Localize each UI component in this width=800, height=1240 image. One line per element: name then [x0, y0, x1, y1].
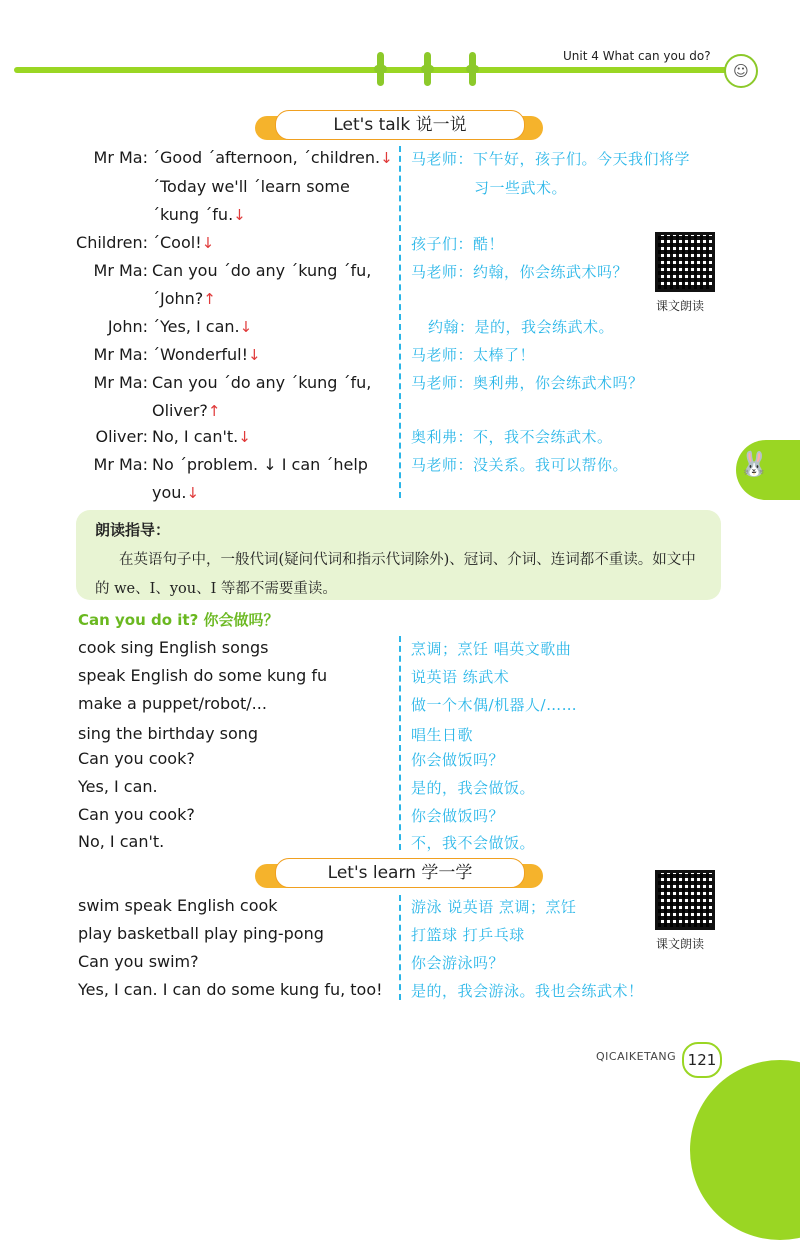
dialogue-line — [152, 345, 261, 364]
chinese-translation: 唱生日歌 — [411, 726, 474, 744]
chinese-translation: 你会游泳吗？ — [411, 954, 505, 972]
chinese-translation: 你会做饭吗？ — [411, 751, 505, 769]
dialogue-line — [152, 177, 350, 196]
dialogue-text: ˊGood ˊafternoon, ˊchildren. — [152, 148, 381, 167]
translation: 马老师：约翰，你会练武术吗？ — [411, 263, 629, 281]
qr-label: 课文朗读 — [656, 299, 705, 313]
reading-guide-title: 朗读指导： — [95, 521, 171, 539]
speaker-name: Mr Ma: — [93, 148, 148, 167]
chinese-translation: 是的，我会游泳。我也会练武术！ — [411, 982, 644, 1000]
dialogue-line — [152, 455, 368, 474]
intonation-arrow-icon: ↓ — [238, 428, 251, 446]
english-phrase: Can you cook? — [78, 805, 195, 824]
intonation-arrow-icon: ↓ — [380, 149, 393, 167]
can-you-heading: Can you do it? 你会做吗？ — [78, 611, 279, 629]
unit-title: Unit 4 What can you do? — [563, 49, 711, 63]
binder-ring-icon — [469, 52, 476, 86]
translation: 马老师：太棒了！ — [411, 346, 536, 364]
chinese-translation: 说英语 练武术 — [411, 668, 510, 686]
dialogue-text: ˊJohn? — [152, 289, 204, 308]
english-phrase: swim speak English cook — [78, 896, 278, 915]
english-phrase: Yes, I can. — [78, 777, 158, 796]
english-phrase: cook sing English songs — [78, 638, 269, 657]
dialogue-line — [152, 289, 216, 308]
english-phrase: speak English do some kung fu — [78, 666, 328, 685]
dialogue-line — [152, 261, 371, 280]
dialogue-text: you. — [152, 483, 187, 502]
dialogue-text: ˊToday we'll ˊlearn some — [152, 177, 350, 196]
speaker-name: John: — [107, 317, 148, 336]
corner-decoration — [690, 1060, 800, 1240]
intonation-arrow-icon: ↑ — [207, 402, 221, 420]
speaker-name: Oliver: — [95, 427, 148, 446]
dialogue-line — [152, 233, 214, 252]
english-phrase: Can you cook? — [78, 749, 195, 768]
translation: 马老师：没关系。我可以帮你。 — [411, 456, 629, 474]
speaker-name: Mr Ma: — [93, 455, 148, 474]
dialogue-line — [152, 205, 246, 224]
english-phrase: Can you swim? — [78, 952, 199, 971]
translation: 奥利弗：不，我不会练武术。 — [411, 428, 613, 446]
dialogue-line — [152, 483, 199, 502]
column-divider — [399, 146, 401, 498]
chinese-translation: 你会做饭吗？ — [411, 807, 505, 825]
intonation-arrow-icon: ↓ — [201, 234, 215, 252]
dialogue-text: ˊYes, I can. — [152, 317, 240, 336]
dialogue-line — [152, 427, 251, 446]
intonation-arrow-icon: ↓ — [248, 346, 261, 364]
qr-code-icon[interactable] — [655, 232, 715, 292]
bunny-icon: 🐰 — [739, 450, 769, 478]
speaker-name: Mr Ma: — [93, 373, 148, 392]
dialogue-line — [152, 317, 252, 336]
dialogue-line — [152, 401, 220, 420]
chinese-translation: 做一个木偶/机器人/…… — [411, 696, 578, 714]
chinese-translation: 不，我不会做饭。 — [411, 834, 536, 852]
chinese-translation: 游泳 说英语 烹调；烹饪 — [411, 898, 577, 916]
english-phrase: Yes, I can. I can do some kung fu, too! — [78, 980, 383, 999]
translation: 习一些武术。 — [474, 179, 568, 197]
speaker-name: Mr Ma: — [93, 345, 148, 364]
translation: 马老师：奥利弗，你会练武术吗？ — [411, 374, 644, 392]
dialogue-line — [152, 373, 371, 392]
dialogue-text: No ˊproblem. ↓ I can ˊhelp — [152, 455, 368, 474]
binder-ring-icon — [377, 52, 384, 86]
column-divider — [399, 895, 401, 1000]
intonation-arrow-icon: ↑ — [203, 290, 216, 308]
speaker-name: Children: — [76, 233, 148, 252]
dialogue-text: Oliver? — [152, 401, 208, 420]
dialogue-text: Can you ˊdo any ˊkung ˊfu, — [152, 373, 372, 392]
column-divider — [399, 636, 401, 850]
chinese-translation: 是的，我会做饭。 — [411, 779, 536, 797]
english-phrase: play basketball play ping-pong — [78, 924, 324, 943]
binder-ring-icon — [424, 52, 431, 86]
reading-guide-text: 在英语句子中，一般代词(疑问代词和指示代词除外)、冠词、介词、连词都不重读。如文中的 we、I、you、I 等都不需要重读。 — [95, 552, 696, 597]
chinese-translation: 烹调；烹饪 唱英文歌曲 — [411, 640, 572, 658]
brand-name: QICAIKETANG — [596, 1050, 677, 1063]
qr-label: 课文朗读 — [656, 937, 705, 951]
mascot-icon: ☺ — [724, 54, 758, 88]
english-phrase: No, I can't. — [78, 832, 165, 851]
translation: 马老师：下午好，孩子们。今天我们将学 — [411, 150, 691, 168]
translation: 约翰：是的，我会练武术。 — [428, 318, 615, 336]
intonation-arrow-icon: ↓ — [239, 318, 253, 336]
qr-code-icon[interactable] — [655, 870, 715, 930]
page-number: 121 — [682, 1042, 722, 1078]
dialogue-text: No, I can't. — [152, 427, 239, 446]
speaker-name: Mr Ma: — [93, 261, 148, 280]
intonation-arrow-icon: ↓ — [233, 206, 246, 224]
dialogue-text: ˊkung ˊfu. — [152, 205, 234, 224]
dialogue-text: ˊCool! — [152, 233, 202, 252]
talk-banner: Let's talk 说一说 — [275, 110, 525, 140]
learn-banner: Let's learn 学一学 — [275, 858, 525, 888]
dialogue-text: ˊWonderful! — [152, 345, 249, 364]
english-phrase: make a puppet/robot/... — [78, 694, 267, 713]
dialogue-line — [152, 148, 393, 167]
intonation-arrow-icon: ↓ — [186, 484, 200, 502]
chinese-translation: 打篮球 打乒乓球 — [411, 926, 525, 944]
dialogue-text: Can you ˊdo any ˊkung ˊfu, — [152, 261, 372, 280]
english-phrase: sing the birthday song — [78, 724, 259, 743]
translation: 孩子们：酷！ — [411, 235, 505, 253]
